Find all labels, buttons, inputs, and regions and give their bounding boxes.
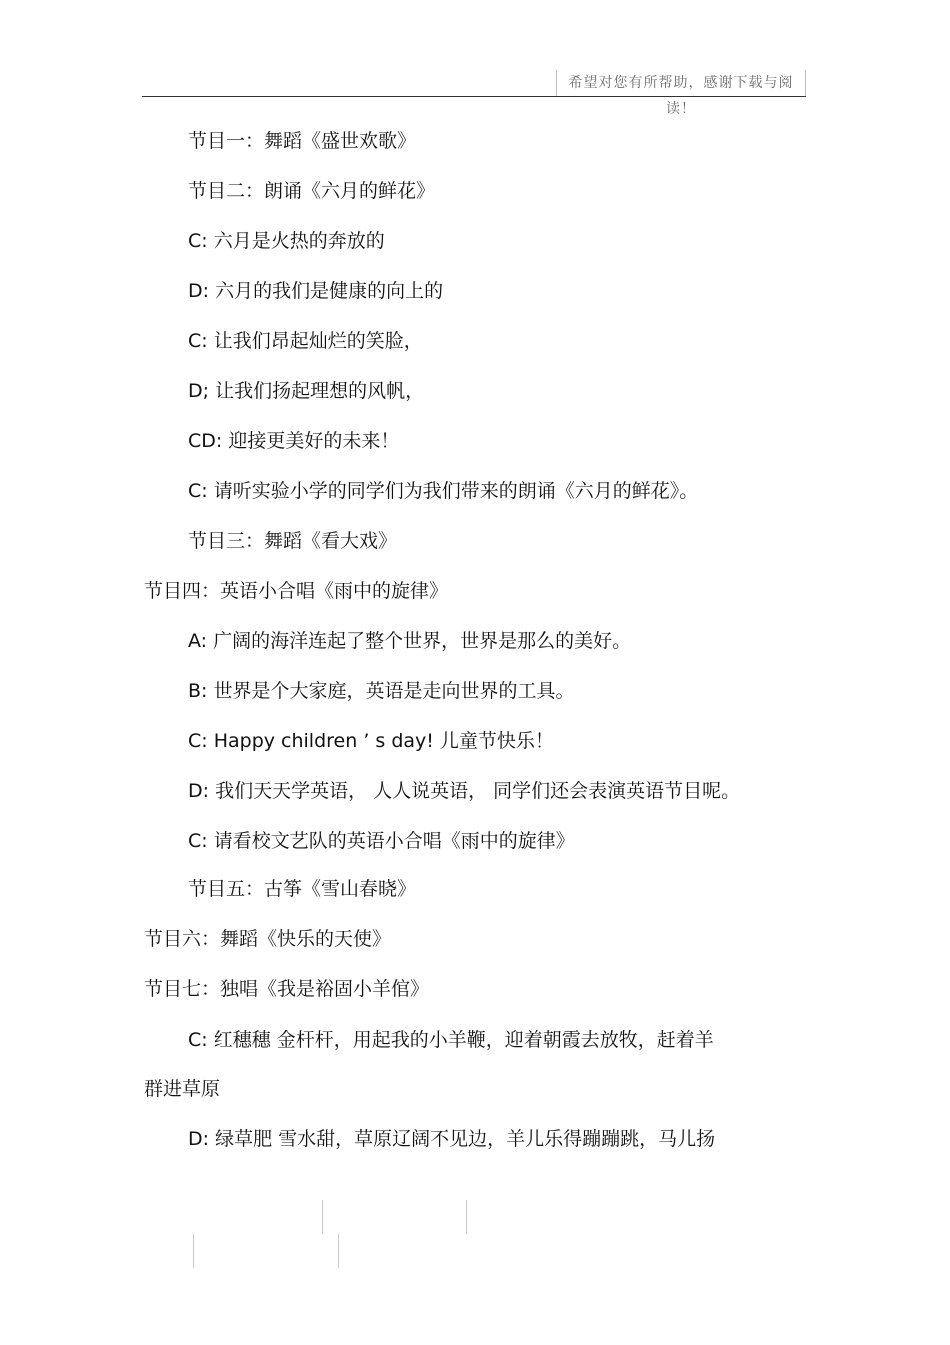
footer-divider — [193, 1234, 194, 1268]
dialogue-line: C: 请看校文艺队的英语小合唱《雨中的旋律》 — [188, 830, 575, 852]
dialogue-line-continued: 群进草原 — [144, 1078, 221, 1100]
program-5: 节目五：古筝《雪山春晓》 — [188, 878, 417, 900]
footer-divider — [338, 1234, 339, 1268]
dialogue-line: C: 让我们昂起灿烂的笑脸， — [188, 330, 423, 352]
program-2: 节目二：朗诵《六月的鲜花》 — [188, 180, 436, 202]
dialogue-line: D; 让我们扬起理想的风帆， — [188, 380, 425, 402]
header-tagline: 希望对您有所帮助，感谢下载与阅读！ — [556, 70, 806, 96]
dialogue-line: B: 世界是个大家庭，英语是走向世界的工具。 — [188, 680, 575, 702]
dialogue-line: CD: 迎接更美好的未来！ — [188, 430, 400, 452]
program-7: 节目七：独唱《我是裕固小羊倌》 — [144, 978, 430, 1000]
dialogue-line: C: 红穗穗 金杆杆，用起我的小羊鞭，迎着朝霞去放牧，赶着羊 — [188, 1029, 714, 1051]
header-rule — [142, 96, 806, 97]
footer-divider — [322, 1200, 323, 1234]
dialogue-line: D: 我们天天学英语， 人人说英语， 同学们还会表演英语节目呢。 — [188, 780, 741, 802]
dialogue-line: C: 请听实验小学的同学们为我们带来的朗诵《六月的鲜花》。 — [188, 480, 699, 502]
dialogue-line: C: Happy children ’ s day! 儿童节快乐！ — [188, 730, 554, 752]
dialogue-line: A: 广阔的海洋连起了整个世界，世界是那么的美好。 — [188, 630, 632, 652]
dialogue-line: D: 六月的我们是健康的向上的 — [188, 280, 444, 302]
program-1: 节目一：舞蹈《盛世欢歌》 — [188, 130, 417, 152]
footer-divider — [466, 1200, 467, 1234]
program-4: 节目四：英语小合唱《雨中的旋律》 — [144, 580, 449, 602]
program-6: 节目六：舞蹈《快乐的天使》 — [144, 928, 392, 950]
dialogue-line: D: 绿草肥 雪水甜，草原辽阔不见边，羊儿乐得蹦蹦跳，马儿扬 — [188, 1128, 716, 1150]
dialogue-line: C: 六月是火热的奔放的 — [188, 230, 385, 252]
program-3: 节目三：舞蹈《看大戏》 — [188, 530, 398, 552]
